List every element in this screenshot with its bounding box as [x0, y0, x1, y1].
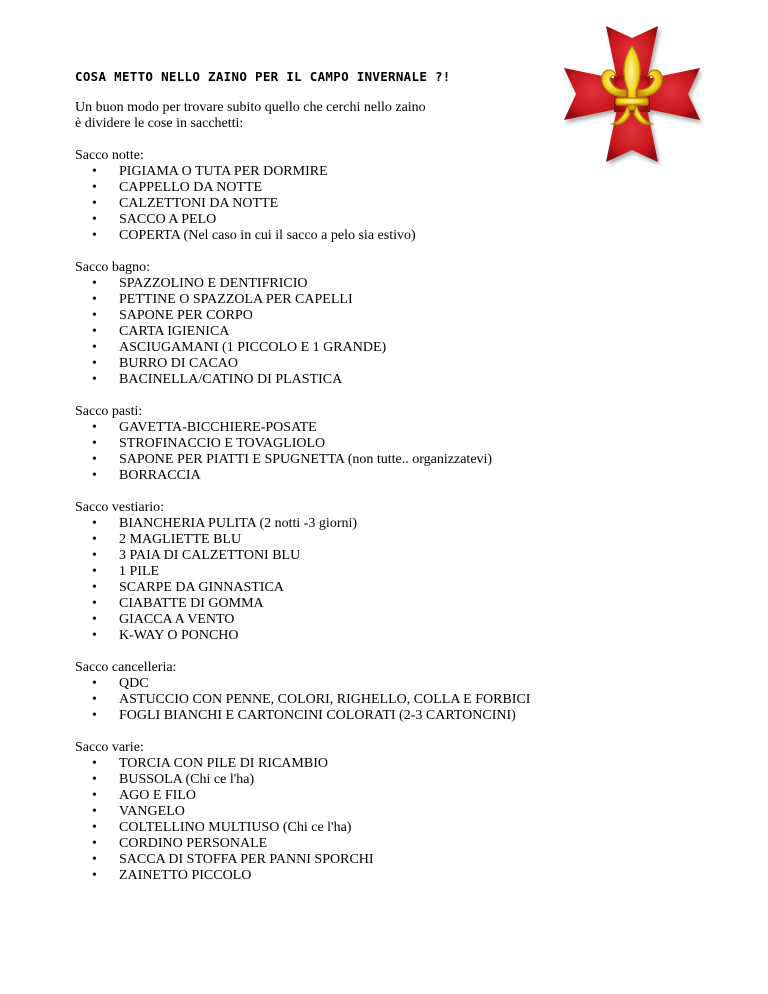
section-sacco-vestiario: [75, 500, 595, 644]
item-list: [75, 420, 595, 484]
list-item: • SAPONE PER CORPO: [119, 308, 595, 324]
list-item: • CALZETTONI DA NOTTE: [119, 196, 595, 212]
list-item: • GIACCA A VENTO: [119, 612, 595, 628]
list-item: • STROFINACCIO E TOVAGLIOLO: [119, 436, 595, 452]
list-item: • GAVETTA-BICCHIERE-POSATE: [119, 420, 595, 436]
list-item: • TORCIA CON PILE DI RICAMBIO: [119, 756, 595, 772]
list-item: • PIGIAMA O TUTA PER DORMIRE: [119, 164, 595, 180]
list-item: • 1 PILE: [119, 564, 595, 580]
list-item: • AGO E FILO: [119, 788, 595, 804]
document-body: [75, 69, 595, 900]
section-title: Sacco vestiario:: [75, 500, 165, 515]
list-item: • BACINELLA/CATINO DI PLASTICA: [119, 372, 595, 388]
list-item: • SCARPE DA GINNASTICA: [119, 580, 595, 596]
list-item: • 3 PAIA DI CALZETTONI BLU: [119, 548, 595, 564]
section-title: Sacco varie:: [75, 740, 144, 755]
item-list: [75, 164, 595, 244]
list-item: • CAPPELLO DA NOTTE: [119, 180, 595, 196]
list-item: • SAPONE PER PIATTI E SPUGNETTA (non tutte.. organizzatevi): [119, 452, 595, 468]
list-item: • BUSSOLA (Chi ce l'ha): [119, 772, 595, 788]
list-item: • 2 MAGLIETTE BLU: [119, 532, 595, 548]
list-item: • PETTINE O SPAZZOLA PER CAPELLI: [119, 292, 595, 308]
list-item: • CIABATTE DI GOMMA: [119, 596, 595, 612]
item-list: [75, 756, 595, 884]
list-item: • SACCO A PELO: [119, 212, 595, 228]
list-item: • COLTELLINO MULTIUSO (Chi ce l'ha): [119, 820, 595, 836]
intro-paragraph: [75, 100, 595, 132]
list-item: • ASTUCCIO CON PENNE, COLORI, RIGHELLO, COLLA E FORBICI: [119, 692, 595, 708]
section-title: Sacco pasti:: [75, 404, 143, 419]
list-item: • BIANCHERIA PULITA (2 notti -3 giorni): [119, 516, 595, 532]
list-item: • K-WAY O PONCHO: [119, 628, 595, 644]
section-sacco-notte: [75, 148, 595, 244]
item-list: [75, 676, 595, 724]
item-list: [75, 516, 595, 644]
section-sacco-bagno: [75, 260, 595, 388]
list-item: • SPAZZOLINO E DENTIFRICIO: [119, 276, 595, 292]
list-item: • QDC: [119, 676, 595, 692]
item-list: [75, 276, 595, 388]
list-item: • CARTA IGIENICA: [119, 324, 595, 340]
section-title: Sacco bagno:: [75, 260, 151, 275]
intro-line: Un buon modo per trovare subito quello che cerchi nello zaino: [75, 100, 426, 115]
list-item: • CORDINO PERSONALE: [119, 836, 595, 852]
section-sacco-varie: [75, 740, 595, 884]
list-item: • BORRACCIA: [119, 468, 595, 484]
list-item: • SACCA DI STOFFA PER PANNI SPORCHI: [119, 852, 595, 868]
section-sacco-cancelleria: [75, 660, 595, 724]
list-item: • ASCIUGAMANI (1 PICCOLO E 1 GRANDE): [119, 340, 595, 356]
list-item: • COPERTA (Nel caso in cui il sacco a pelo sia estivo): [119, 228, 595, 244]
list-item: • BURRO DI CACAO: [119, 356, 595, 372]
section-title: Sacco notte:: [75, 148, 144, 163]
list-item: • VANGELO: [119, 804, 595, 820]
list-item: • ZAINETTO PICCOLO: [119, 868, 595, 884]
document-title: COSA METTO NELLO ZAINO PER IL CAMPO INVERNALE ?!: [75, 69, 451, 84]
intro-line: è dividere le cose in sacchetti:: [75, 116, 244, 131]
list-item: • FOGLI BIANCHI E CARTONCINI COLORATI (2-3 CARTONCINI): [119, 708, 595, 724]
section-sacco-pasti: [75, 404, 595, 484]
section-title: Sacco cancelleria:: [75, 660, 177, 675]
